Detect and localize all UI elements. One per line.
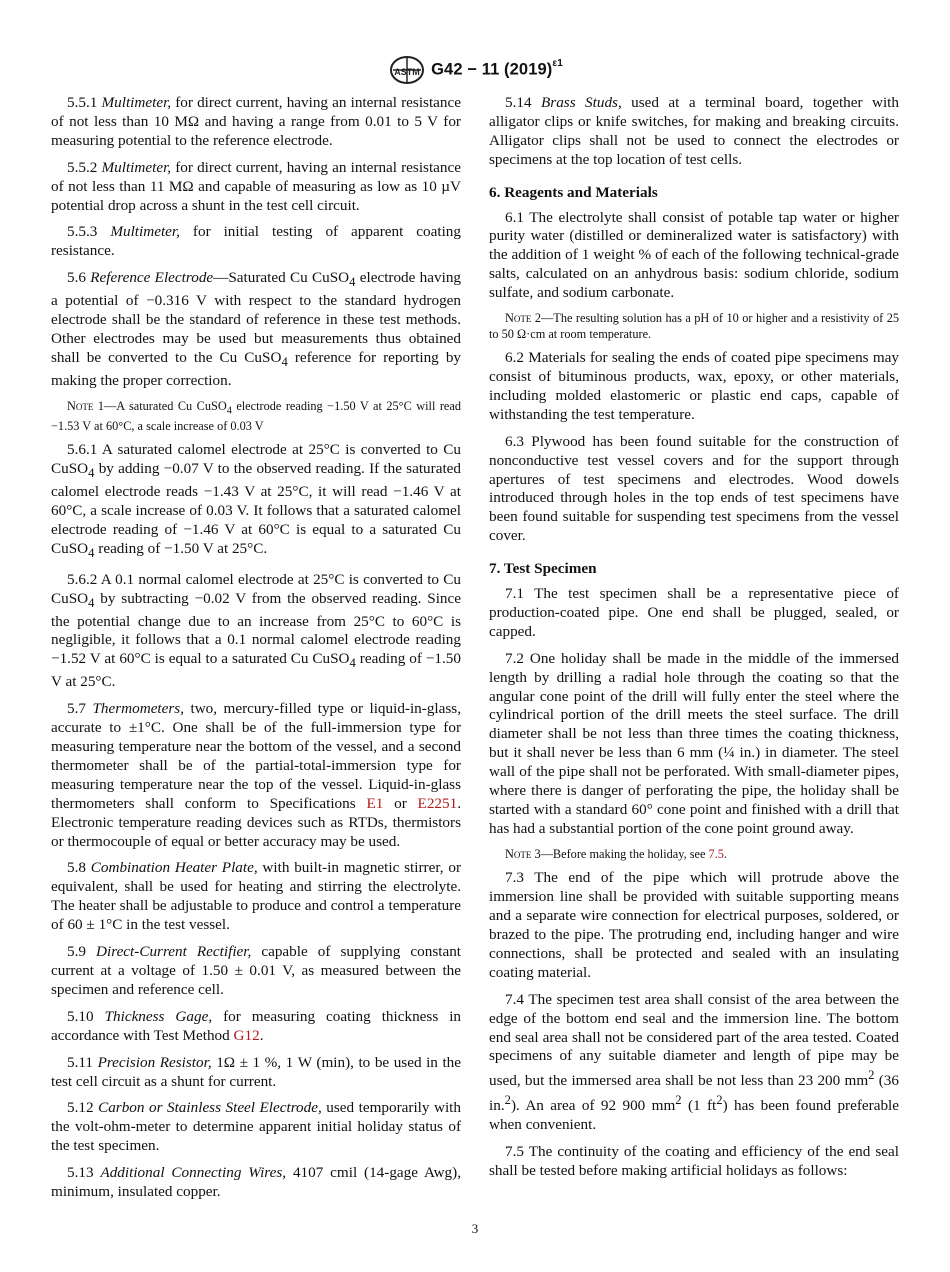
section-6-heading: 6. Reagents and Materials [489, 183, 658, 201]
para-5-5-1: 5.5.1 Multimeter, for direct current, having an internal resistance of not less than 10 MΩ and having a range from 0.01 to 5 V for measuring potential to the reference electrode. [51, 94, 461, 149]
link-7-5[interactable]: 7.5 [708, 846, 724, 861]
link-e2251[interactable]: E2251 [417, 794, 458, 812]
astm-logo [387, 54, 427, 86]
edition-superscript: ε1 [552, 58, 563, 70]
para-5-7: 5.7 Thermometers, two, mercury-filled type or liquid-in-glass, accurate to ±1°C. One shall be of the full-immersion type for measuring temperature near the bottom of the vessel, and a second thermometer shall be of the partial-total-immersion type for measuring temperature near the top of the vessel. Liquid-in-glass thermometers shall conform to Specifications E1 or E2251. Electronic temperature reading devices such as RTDs, thermistors or thermocouple of equal or better accuracy may be used. [51, 700, 462, 850]
para-7-1: 7.1 The test specimen shall be a representative piece of production-coated pipe. One end shall be plugged, sealed, or capped. [489, 585, 899, 640]
para-6-2: 6.2 Materials for sealing the ends of coated pipe specimens may consist of bituminous products, wax, epoxy, or other materials, including molded elastomeric or plastic end caps, capable of withstanding the test temperature. [489, 349, 899, 423]
para-5-8: 5.8 Combination Heater Plate, with built-in magnetic stirrer, or equivalent, shall be used for heating and stirring the electrolyte. The heater shall be adjustable to produce and control a temperature of 60 ± 1°C in the test vessel. [51, 859, 462, 934]
right-column [489, 94, 899, 1189]
para-5-6: 5.6 Reference Electrode—Saturated Cu CuSO$_4$ electrode having a potential of −0.316 V with respect to the standard hydrogen electrode shall be the standard of reference in these test methods. Other electrodes may be used but measurements thus obtained shall be converted to the Cu CuSO$_4$ reference for reporting by making the proper correction. [51, 269, 462, 389]
section-7-heading: 7. Test Specimen [489, 560, 597, 578]
left-column [51, 94, 461, 1210]
para-5-10: 5.10 Thickness Gage, for measuring coating thickness in accordance with Test Method G12. [51, 1007, 462, 1044]
standard-designation: G42 − 11 $(2019)^{\varepsilon 1}$ [431, 58, 563, 79]
note-2: Note 2—The resulting solution has a pH of 10 or higher and a resistivity of 25 to 50 Ω·cm at room temperature. [489, 311, 899, 341]
para-7-3: 7.3 The end of the pipe which will protrude above the immersion line shall be provided with suitable supporting means and a separate wire connection for electrical purposes, soldered, or brazed to the pipe. The protruding end, including hanger and wire connections, shall be protected and sealed with an insulating coating material. [489, 869, 899, 981]
para-5-5-2: 5.5.2 Multimeter, for direct current, having an internal resistance of not less than 11 MΩ and capable of measuring as low as 10 µV potential drop across a shunt in the test cell circuit. [51, 158, 461, 214]
para-6-3: 6.3 Plywood has been found suitable for the construction of nonconductive test vessel covers and for the support through apertures of test specimens and electrodes. Wood dowels introduced through holes in the top ends of test specimens have been found suitable for suspending test specimens from the vessel cover. [489, 432, 899, 545]
para-7-2: 7.2 One holiday shall be made in the middle of the immersed length by drilling a radial hole through the coating so that the angular cone point of the drill will fully enter the steel where the cylindrical portion of the drill meets the steel surface. The drill diameter shall be not less than three times the coating thickness, but it shall never be less than 6 mm (¼ in.) in diameter. The steel wall of the pipe shall not be perforated. With small-diameter pipes, where there is danger of perforating the pipe, the holiday shall be started with a standard 60° cone point and finished with a drill that has had a substantial portion of the cone point ground away. [489, 649, 899, 837]
logo-text: ASTM [394, 67, 420, 77]
link-e1[interactable]: E1 [366, 794, 384, 812]
para-5-14: 5.14 Brass Studs, used at a terminal board, together with alligator clips or knife switches, for making and breaking circuits. Alligator clips shall not be used to connect the electrodes or specimens at the top location of test cells. [489, 94, 899, 168]
para-6-1: 6.1 The electrolyte shall consist of potable tap water or higher purity water (distilled or demineralized water is satisfactory) with the addition of 1 weight % of each of the following technical-grade salts, calculated on an anhydrous basis: sodium chloride, sodium sulfate, and sodium carbonate. [489, 208, 899, 302]
para-5-12: 5.12 Carbon or Stainless Steel Electrode, used temporarily with the volt-ohm-meter to determine apparent initial holiday status of the test specimen. [51, 1099, 461, 1155]
para-5-9: 5.9 Direct-Current Rectifier, capable of supplying constant current at a voltage of 1.50 ± 0.01 V, as measured between the specimen and reference cell. [51, 943, 462, 998]
para-5-13: 5.13 Additional Connecting Wires, 4107 cmil (14-gage Awg), minimum, insulated copper. [51, 1164, 461, 1201]
para-5-11: 5.11 Precision Resistor, 1Ω ± 1 %, 1 W (min), to be used in the test cell circuit as a shunt for current. [51, 1053, 461, 1090]
page-header [0, 54, 950, 86]
para-5-6-2: 5.6.2 A 0.1 normal calomel electrode at 25°C is converted to Cu CuSO$_4$ by subtracting −0.02 V from the observed reading. Since the potential change due to an increase from 25°C to 60°C is negligible, it follows that a 0.1 normal calomel electrode reading −1.52 V at 60°C is equal to a saturated Cu CuSO$_4$ reading of −1.50 V at 25°C. [51, 570, 461, 691]
para-5-5-3: 5.5.3 Multimeter, for initial testing of apparent coating resistance. [51, 223, 461, 260]
para-5-6-1: 5.6.1 A saturated calomel electrode at 25°C is converted to Cu CuSO$_4$ by adding −0.07 V to the observed reading. If the saturated calomel electrode reads −1.43 V at 25°C, it will read −1.46 V at 60°C, a scale increase of 0.03 V. It follows that a saturated calomel electrode reading of −1.46 V at 60°C is equal to a saturated Cu CuSO$_4$ reading of −1.50 V at 25°C. [51, 441, 461, 560]
page-number: 3 [471, 1221, 479, 1236]
note-1: Note 1—A saturated Cu CuSO$_4$ electrode reading −1.50 V at 25°C will read −1.53 V at 60°C, a scale increase of 0.03 V [51, 398, 461, 433]
para-7-4: 7.4 The specimen test area shall consist of the area between the edge of the bottom end seal and the immersion line. The bottom end seal area shall not be considered part of the area tested. Coated specimens of any suitable diameter and length of pipe may be used, but the immersed area shall be not less than 23 200 $mm^2$ (36 in.$^2$). An area of 92 900 $mm^2$ (1 $ft^2$) has been found preferable when convenient. [489, 990, 900, 1134]
para-7-5: 7.5 The continuity of the coating and efficiency of the end seal shall be tested before making artificial holidays as follows: [489, 1143, 899, 1180]
note-3: Note 3—Before making the holiday, see 7.5. [505, 846, 727, 861]
link-g12[interactable]: G12 [233, 1026, 260, 1044]
